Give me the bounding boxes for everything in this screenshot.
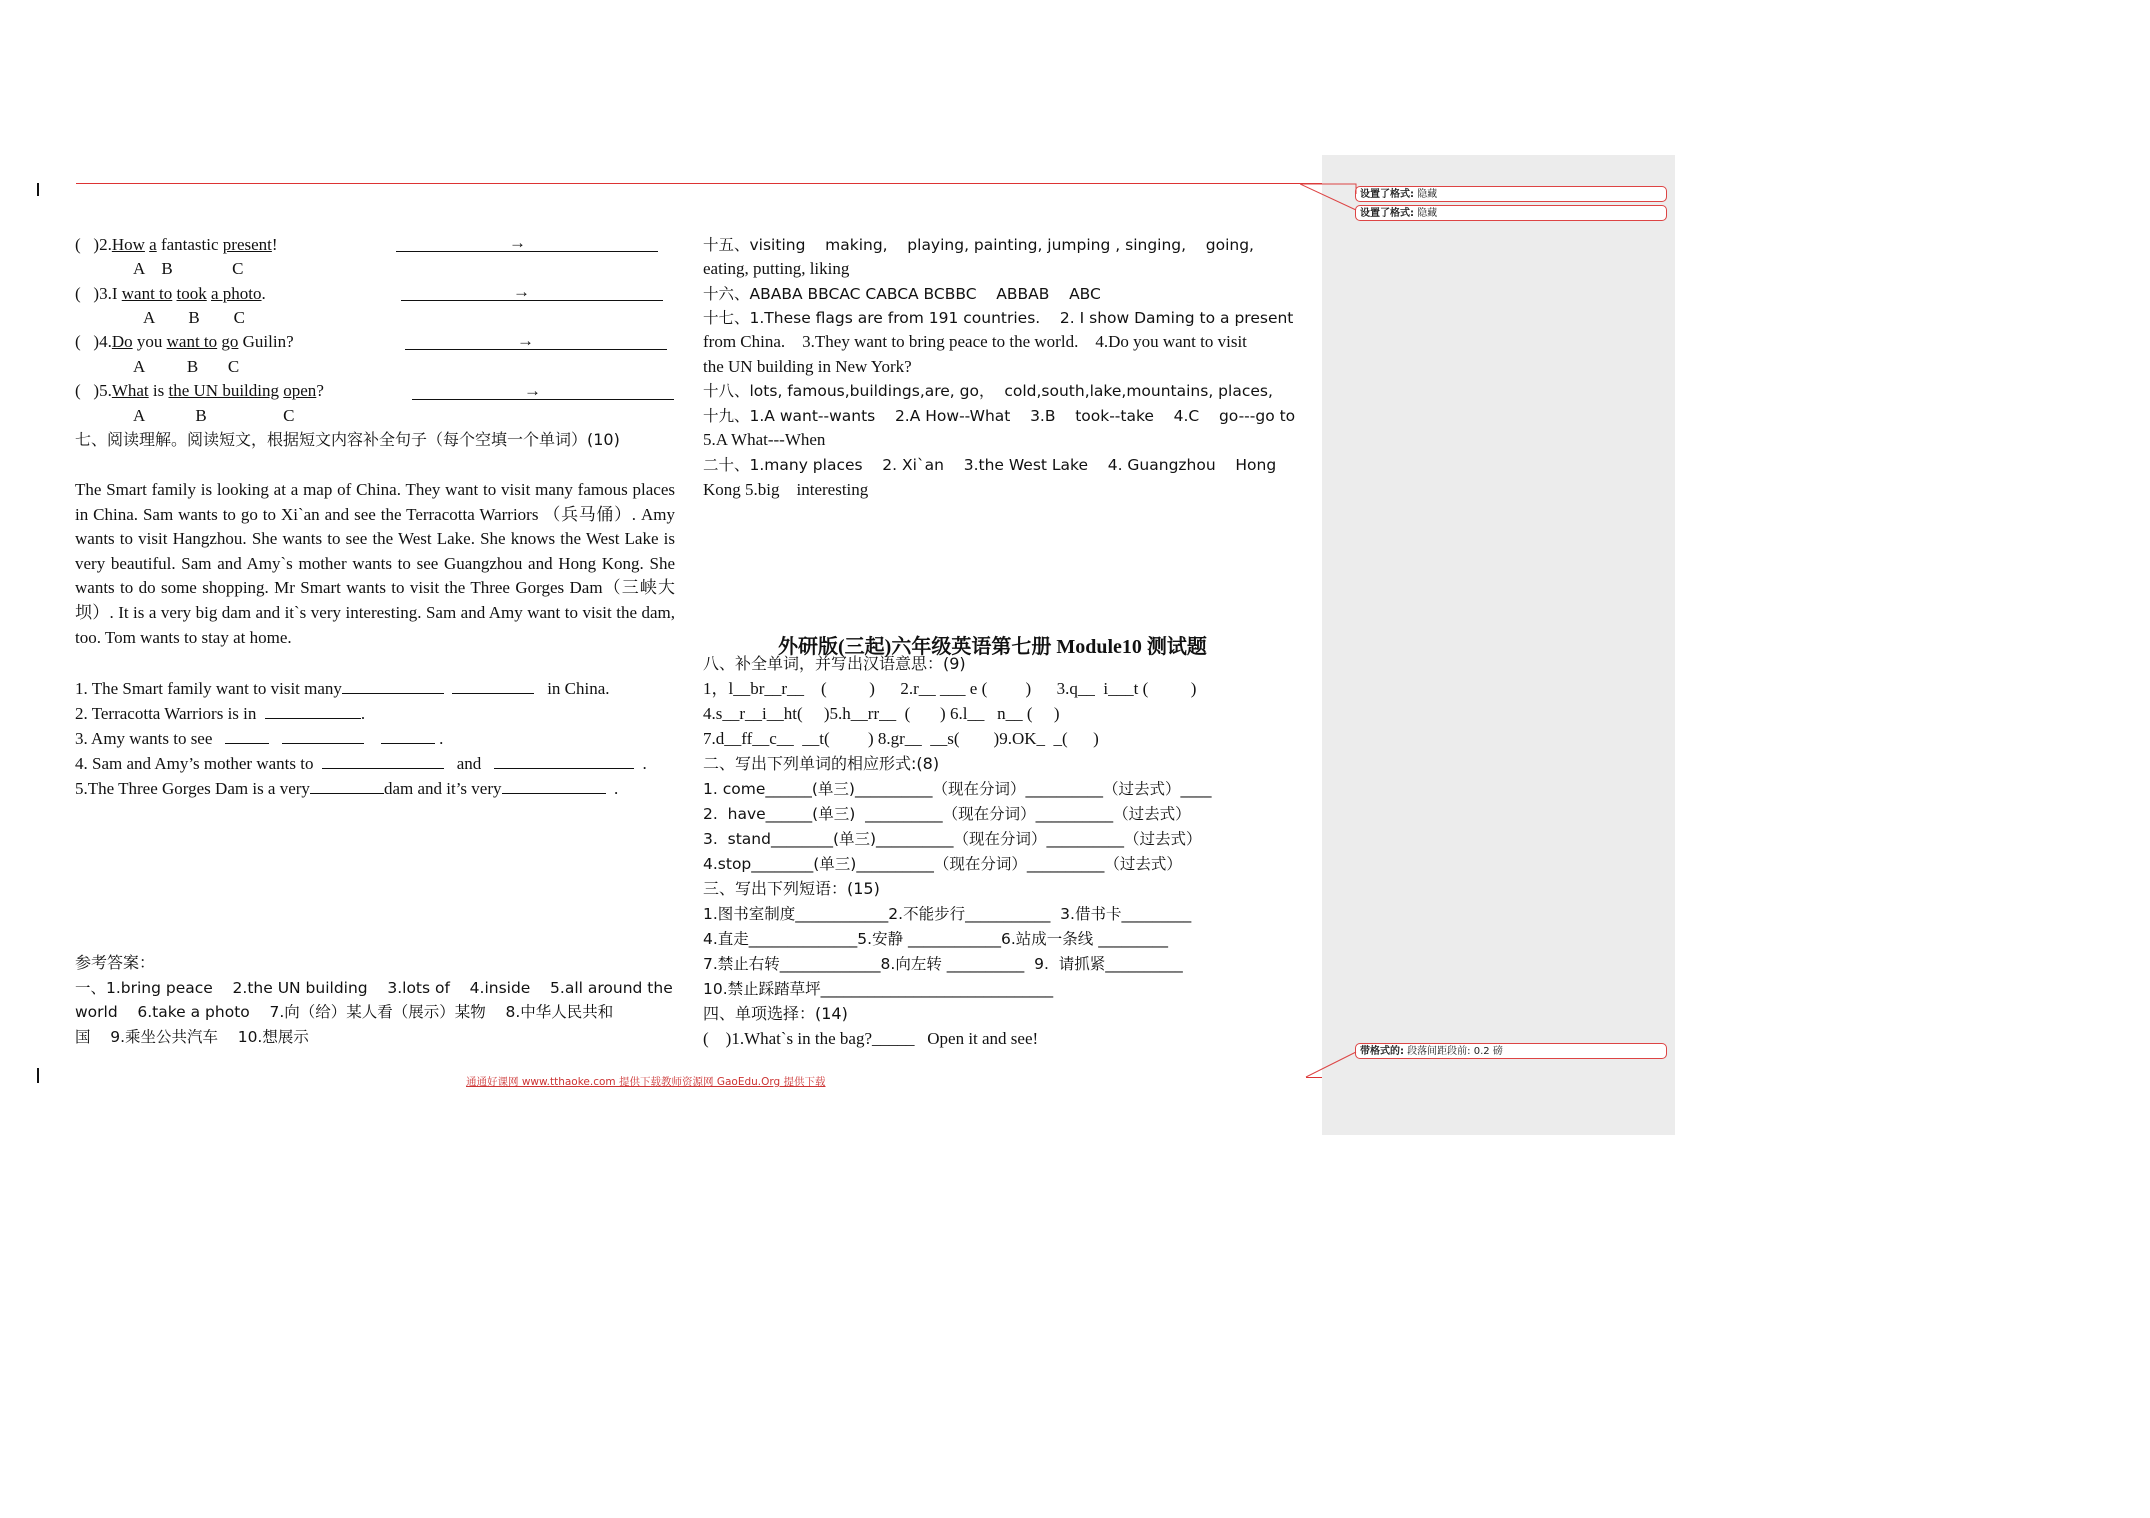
margin-mark-top [37,183,39,196]
page-title: 外研版(三起)六年级英语第七册 Module10 测试题 [778,636,1207,658]
answers-line-1: 一、1.bring peace 2.the UN building 3.lots of 4.inside 5.all around the [75,979,673,997]
reading-passage: The Smart family is looking at a map of China. They want to visit many famous places in China. Sam wants to go to Xi`an and see the Terracotta Warriors （兵马俑）. Amy wants to visit Hangzhou. She wants to see the West Lake. She knows the West Lake is very beautiful. Sam and Amy`s mother wants to see Guangzhou and Hong Kong. She wants to do some shopping. Mr Smart wants to visit the Three Gorges Dam（三峡大坝）. It is a very big dam and it`s very interesting. Sam and Amy want to visit the dam, too. Tom wants to stay at home. [75,480,675,647]
blank[interactable] [225,728,269,744]
reading-q1: 1. The Smart family want to visit many in China. [75,679,610,698]
blank[interactable] [452,678,534,694]
answer-blank-5[interactable] [412,399,674,400]
section-2-line-4: 4.stop________(单三)__________（现在分词）__________（过去式） [703,855,1182,873]
blank[interactable] [502,778,606,794]
answers-title: 参考答案： [75,953,156,972]
section-3-line-2: 4.直走______________5.安静 ____________6.站成一条线 _________ [703,930,1168,948]
question-5: ( )5.What is the UN building open? [75,381,324,400]
arrow-2: → [509,233,526,252]
arrow-3: → [513,282,530,301]
blank[interactable] [265,703,361,719]
section-3-line-4: 10.禁止踩踏草坪______________________________ [703,980,1054,998]
answer-16: 十六、ABABA BBCAC CABCA BCBBC ABBAB ABC [703,285,1101,303]
reading-q4: 4. Sam and Amy’s mother wants to and . [75,754,647,773]
blank[interactable] [282,728,364,744]
section-8-line-1: 1，l__br__r__ ( ) 2.r__ ___ e ( ) 3.q__ i___t ( ) [703,679,1197,698]
format-comment-3[interactable]: 带格式的: 段落间距段前: 0.2 磅 [1355,1043,1667,1059]
answer-19a: 十九、1.A want--wants 2.A How--What 3.B took--take 4.C go---go to [703,407,1296,425]
section-4-line-1: ( )1.What`s in the bag?_____ Open it and see! [703,1029,1039,1048]
blank[interactable] [494,753,634,769]
answer-blank-4[interactable] [405,349,667,350]
blank[interactable] [342,678,444,694]
answer-17b: from China. 3.They want to bring peace to the world. 4.Do you want to visit [703,332,1247,351]
format-comment-1[interactable]: 设置了格式: 隐藏 [1355,186,1667,202]
page-footer[interactable]: 通通好课网 www.tthaoke.com 提供下载教师资源网 GaoEdu.Org 提供下载 [466,1076,826,1088]
reading-q5: 5.The Three Gorges Dam is a very dam and it’s very . [75,779,619,798]
answers-line-3: 国 9.乘坐公共汽车 10.想展示 [75,1028,309,1046]
section-2-title: 二、写出下列单词的相应形式:(8) [703,754,940,773]
letters-4: A B C [133,357,240,376]
section-8-line-3: 7.d__ff__c__ __t( ) 8.gr__ __s( )9.OK_ _( ) [703,729,1099,748]
review-pane [1322,155,1675,1135]
arrow-4: → [517,331,534,350]
answer-20a: 二十、1.many places 2. Xi`an 3.the West Lake 4. Guangzhou Hong [703,456,1277,474]
letters-5: A B C [133,406,295,425]
answer-18: 十八、lots, famous,buildings,are, go， cold,south,lake,mountains, places, [703,382,1273,400]
question-4: ( )4.Do you want to go Guilin? [75,332,294,351]
answer-15b: eating, putting, liking [703,259,850,278]
question-3: ( )3.I want to took a photo. [75,284,266,303]
answer-20b: Kong 5.big interesting [703,480,869,499]
letters-2: A B C [133,259,244,278]
answer-17c: the UN building in New York? [703,357,912,376]
question-2: ( )2.How a fantastic present! [75,235,278,254]
reading-q2: 2. Terracotta Warriors is in . [75,704,366,723]
section-4-title: 四、单项选择：(14) [703,1004,848,1023]
section-8-title: 八、补全单词，并写出汉语意思：(9) [703,654,966,673]
format-comment-2[interactable]: 设置了格式: 隐藏 [1355,205,1667,221]
answer-blank-3[interactable] [401,300,663,301]
letters-3: A B C [143,308,246,327]
reading-q3: 3. Amy wants to see . [75,729,444,748]
blank[interactable] [310,778,384,794]
section-3-title: 三、写出下列短语：(15) [703,879,880,898]
section-7-title: 七、阅读理解。阅读短文，根据短文内容补全句子（每个空填一个单词）(10) [75,430,620,449]
section-8-line-2: 4.s__r__i__ht( )5.h__rr__ ( ) 6.l__ n__ ( ) [703,704,1060,723]
section-2-line-1: 1. come______(单三)__________（现在分词）__________（过去式）____ [703,780,1212,798]
section-2-line-3: 3. stand________(单三)__________（现在分词）__________（过去式） [703,830,1202,848]
revision-line-top [76,183,1356,184]
blank[interactable] [381,728,435,744]
answer-15a: 十五、visiting making, playing, painting, jumping , singing, going, [703,236,1254,254]
section-3-line-3: 7.禁止右转_____________8.向左转 __________ 9. 请抓紧__________ [703,955,1183,973]
answers-line-2: world 6.take a photo 7.向（给）某人看（展示）某物 8.中华人民共和 [75,1003,614,1021]
answer-19b: 5.A What---When [703,430,826,449]
arrow-5: → [524,381,541,400]
answer-17a: 十七、1.These flags are from 191 countries. 2. I show Daming to a present [703,309,1294,327]
blank[interactable] [322,753,444,769]
section-2-line-2: 2. have______(单三) __________（现在分词）__________（过去式） [703,805,1191,823]
section-3-line-1: 1.图书室制度____________2.不能步行___________ 3.借书卡_________ [703,905,1192,923]
margin-mark-bottom [37,1068,39,1083]
comment-connectors [1300,180,1360,1080]
answer-blank-2[interactable] [396,251,658,252]
